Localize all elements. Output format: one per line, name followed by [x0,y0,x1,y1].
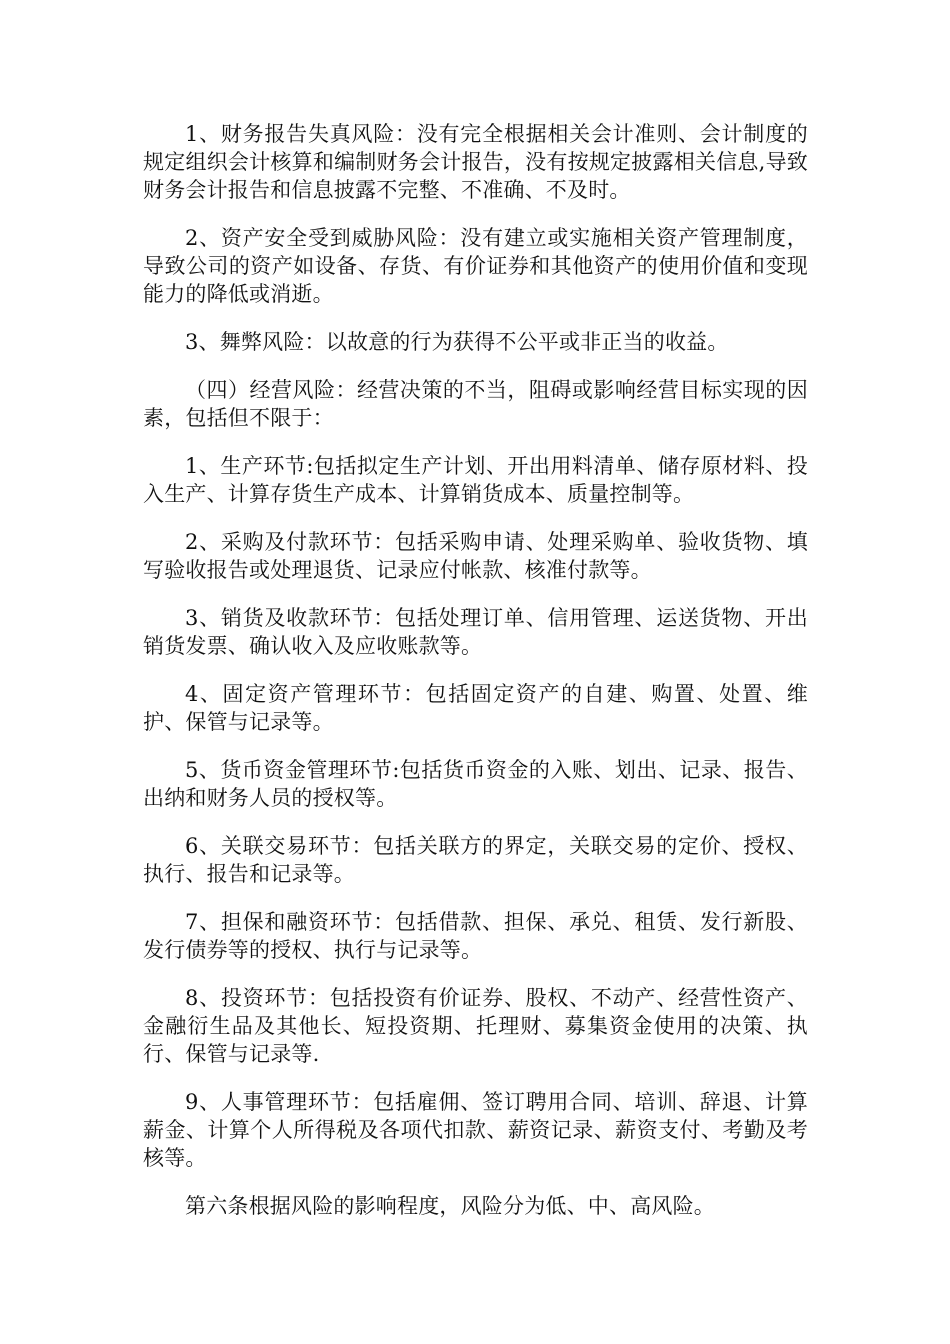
paragraph-financial-report-risk: 1、财务报告失真风险：没有完全根据相关会计准则、会计制度的规定组织会计核算和编制财务会计报告，没有按规定披露相关信息,导致财务会计报告和信息披露不完整、不准确、不及时。 [143,122,808,202]
paragraph-monetary-funds: 5、货币资金管理环节:包括货币资金的入账、划出、记录、报告、出纳和财务人员的授权等。 [143,758,808,810]
paragraph-production: 1、生产环节:包括拟定生产计划、开出用料清单、储存原材料、投入生产、计算存货生产成本、计算销货成本、质量控制等。 [143,454,808,506]
paragraph-sales-collection: 3、销货及收款环节：包括处理订单、信用管理、运送货物、开出销货发票、确认收入及应收账款等。 [143,606,808,658]
document-page [143,120,808,1240]
paragraph-fraud-risk: 3、舞弊风险：以故意的行为获得不公平或非正当的收益。 [185,330,729,354]
paragraph-article-six: 第六条根据风险的影响程度，风险分为低、中、高风险。 [185,1194,715,1218]
paragraph-asset-security-risk: 2、资产安全受到威胁风险：没有建立或实施相关资产管理制度，导致公司的资产如设备、存货、有价证券和其他资产的使用价值和变现能力的降低或消逝。 [143,226,808,306]
paragraph-operating-risk: （四）经营风险：经营决策的不当，阻碍或影响经营目标实现的因素，包括但不限于： [143,378,808,430]
paragraph-personnel: 9、人事管理环节：包括雇佣、签订聘用合同、培训、辞退、计算薪金、计算个人所得税及各项代扣款、薪资记录、薪资支付、考勤及考核等。 [143,1090,808,1170]
paragraph-related-transactions: 6、关联交易环节：包括关联方的界定，关联交易的定价、授权、执行、报告和记录等。 [143,834,808,886]
paragraph-investment: 8、投资环节：包括投资有价证券、股权、不动产、经营性资产、金融衍生品及其他长、短投资期、托理财、募集资金使用的决策、执行、保管与记录等. [143,986,808,1066]
paragraph-guarantee-financing: 7、担保和融资环节：包括借款、担保、承兑、租赁、发行新股、发行债券等的授权、执行与记录等。 [143,910,808,962]
paragraph-fixed-assets: 4、固定资产管理环节：包括固定资产的自建、购置、处置、维护、保管与记录等。 [143,682,808,734]
paragraph-purchase-payment: 2、采购及付款环节：包括采购申请、处理采购单、验收货物、填写验收报告或处理退货、记录应付帐款、核准付款等。 [143,530,808,582]
